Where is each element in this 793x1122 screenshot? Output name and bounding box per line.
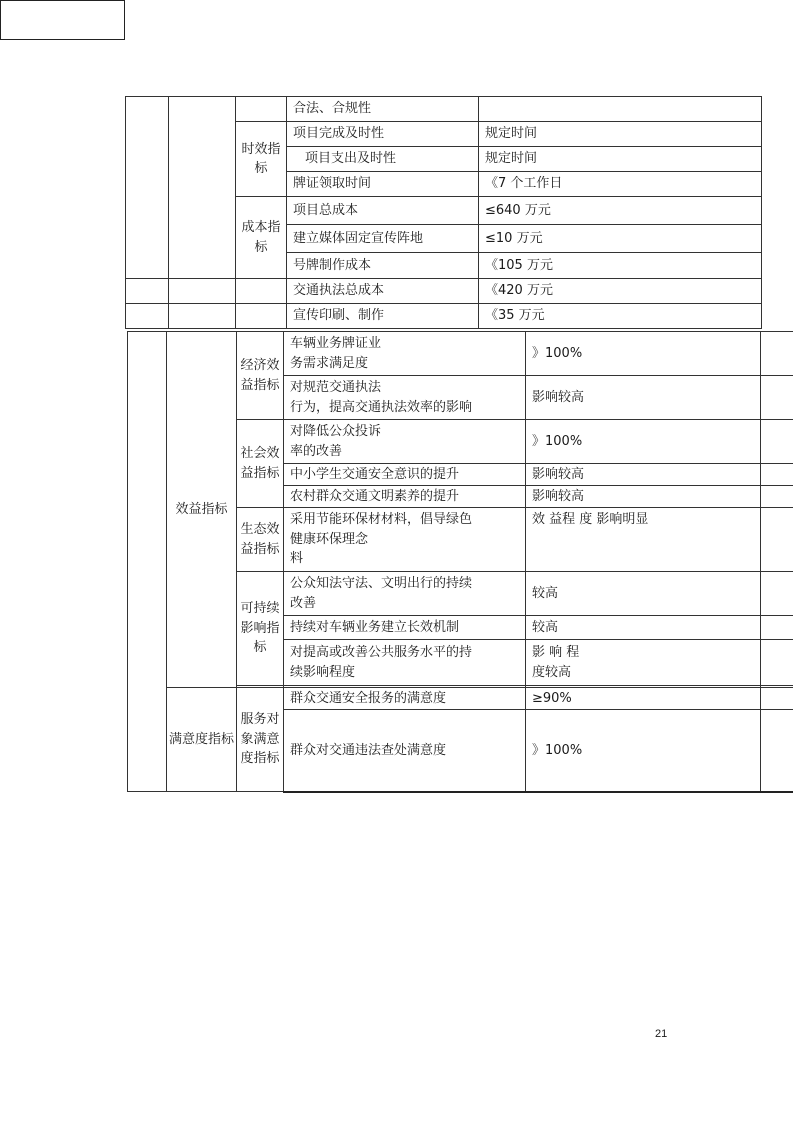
edge-cell — [761, 420, 793, 464]
group-ecological: 生态效益指标 — [237, 508, 284, 572]
edge-cell — [761, 572, 793, 616]
value-cell: 影响较高 — [526, 464, 761, 486]
indicator-cell: 项目完成及时性 — [287, 122, 479, 147]
value-cell — [479, 97, 762, 122]
indicator-cell: 宣传印刷、制作 — [287, 304, 479, 329]
indicator-cell: 对提高或改善公共服务水平的持 续影响程度 — [284, 640, 526, 686]
group-social: 社会效益指标 — [237, 420, 284, 508]
value-cell: 较高 — [526, 616, 761, 640]
level2-satisfaction: 满意度指标 — [167, 688, 237, 792]
indicator-cell: 交通执法总成本 — [287, 279, 479, 304]
indicator-cell: 农村群众交通文明素养的提升 — [284, 486, 526, 508]
indicator-cell: 群众交通安全报务的满意度 — [284, 688, 526, 710]
table-row — [126, 97, 762, 122]
corner-box — [0, 0, 125, 40]
edge-cell — [761, 332, 793, 376]
value-cell: 》100% — [526, 420, 761, 464]
indicator-cell: 号牌制作成本 — [287, 253, 479, 279]
indicator-cell: 车辆业务牌证业 务需求满足度 — [284, 332, 526, 376]
indicator-cell: 群众对交通违法查处满意度 — [284, 710, 526, 792]
level1-cell — [126, 304, 169, 329]
value-cell: 较高 — [526, 572, 761, 616]
value-cell: 《420 万元 — [479, 279, 762, 304]
value-cell: ≤640 万元 — [479, 197, 762, 225]
value-cell: 》100% — [526, 332, 761, 376]
indicator-cell: 对降低公众投诉 率的改善 — [284, 420, 526, 464]
indicator-cell: 项目总成本 — [287, 197, 479, 225]
value-cell: 规定时间 — [479, 147, 762, 172]
indicator-cell: 牌证领取时间 — [287, 172, 479, 197]
value-cell: 影响较高 — [526, 376, 761, 420]
value-cell: 《105 万元 — [479, 253, 762, 279]
level3-cell — [236, 279, 287, 304]
level3-cell — [236, 304, 287, 329]
indicator-cell: 公众知法守法、文明出行的持续 改善 — [284, 572, 526, 616]
group-sustainable: 可持续影响指标 — [237, 572, 284, 686]
edge-cell — [761, 486, 793, 508]
table-row — [126, 279, 762, 304]
page-number: 21 — [655, 1028, 668, 1040]
indicator-cell: 持续对车辆业务建立长效机制 — [284, 616, 526, 640]
level1-cell — [126, 97, 169, 279]
edge-cell — [761, 508, 793, 572]
level3-cell — [236, 97, 287, 122]
edge-cell — [761, 464, 793, 486]
indicator-cell: 建立媒体固定宣传阵地 — [287, 225, 479, 253]
table-row — [126, 304, 762, 329]
value-cell: 效 益程 度 影响明显 — [526, 508, 761, 572]
value-cell: ≤10 万元 — [479, 225, 762, 253]
indicator-cell: 采用节能环保材材料，倡导绿色 健康环保理念 料 — [284, 508, 526, 572]
table-row — [128, 688, 793, 710]
indicator-cell: 项目支出及时性 — [287, 147, 479, 172]
edge-cell — [761, 688, 793, 710]
value-cell: 影 响 程 度较高 — [526, 640, 761, 686]
value-cell: 《35 万元 — [479, 304, 762, 329]
value-cell: 影响较高 — [526, 486, 761, 508]
edge-cell — [761, 616, 793, 640]
group-cost: 成本指标 — [236, 197, 287, 279]
output-indicators-table — [125, 96, 762, 329]
edge-cell — [761, 376, 793, 420]
indicator-cell: 合法、合规性 — [287, 97, 479, 122]
edge-cell — [761, 640, 793, 686]
indicator-cell: 对规范交通执法 行为，提高交通执法效率的影响 — [284, 376, 526, 420]
edge-cell — [761, 710, 793, 792]
level2-cell — [169, 97, 236, 279]
level1-cell — [126, 279, 169, 304]
value-cell: 规定时间 — [479, 122, 762, 147]
level2-benefit: 效益指标 — [167, 332, 237, 688]
value-cell: ≥90% — [526, 688, 761, 710]
value-cell: 》100% — [526, 710, 761, 792]
group-service: 服务对象满意度指标 — [237, 688, 284, 792]
level2-cell — [169, 279, 236, 304]
indicator-cell: 中小学生交通安全意识的提升 — [284, 464, 526, 486]
value-cell: 《7 个工作日 — [479, 172, 762, 197]
group-timeliness: 时效指标 — [236, 122, 287, 197]
level1-cell — [128, 332, 167, 792]
group-economic: 经济效益指标 — [237, 332, 284, 420]
table-row — [128, 332, 793, 376]
level2-cell — [169, 304, 236, 329]
outcome-indicators-table — [127, 331, 793, 793]
